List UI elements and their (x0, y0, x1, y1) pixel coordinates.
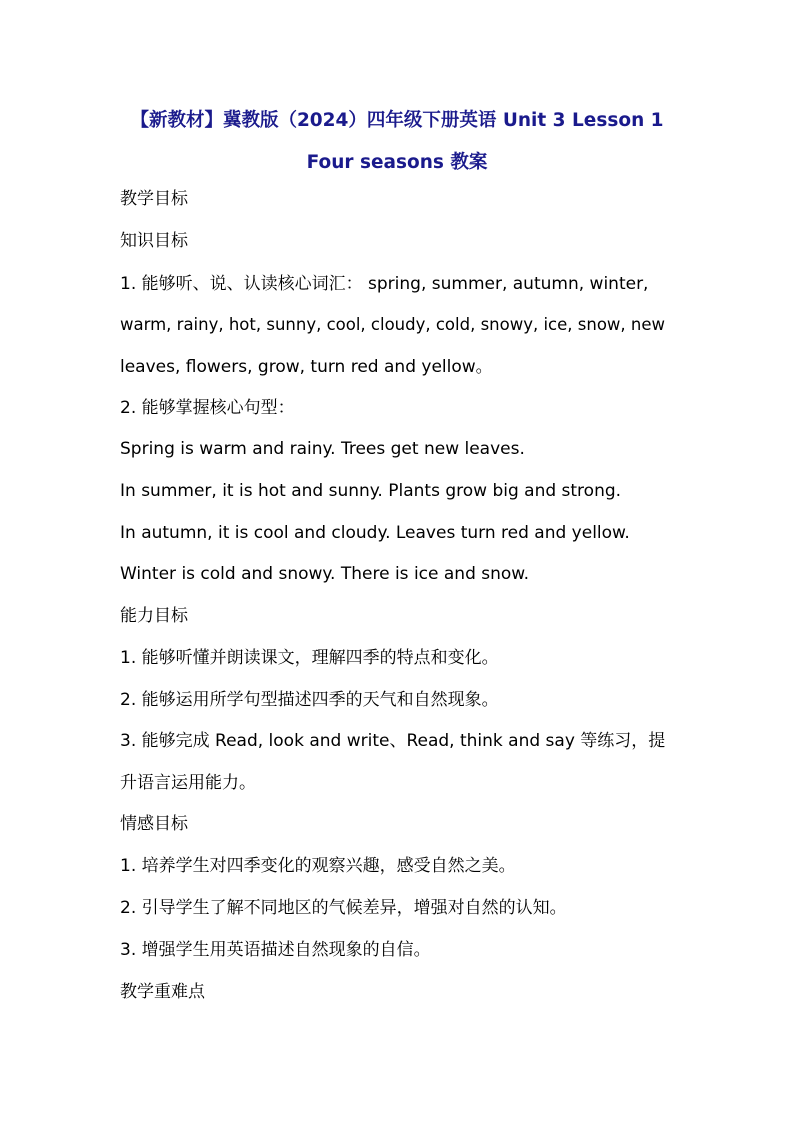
heading-ability-objectives: 能力目标 (120, 606, 188, 626)
text-line: 1. 能够听懂并朗读课文，理解四季的特点和变化。 (120, 648, 499, 668)
text-line: 1. 培养学生对四季变化的观察兴趣，感受自然之美。 (120, 856, 516, 876)
heading-key-difficult-points: 教学重难点 (120, 982, 205, 1002)
text-line: 升语言运用能力。 (120, 773, 256, 793)
document-title-line-1: 【新教材】冀教版（2024）四年级下册英语 Unit 3 Lesson 1 (130, 110, 664, 131)
text-line: 3. 能够完成 Read, look and write、Read, think and say 等练习，提 (120, 731, 666, 751)
sentence-pattern: Spring is warm and rainy. Trees get new leaves. (120, 439, 525, 459)
heading-teaching-objectives: 教学目标 (120, 189, 188, 209)
sentence-pattern: Winter is cold and snowy. There is ice and snow. (120, 564, 530, 584)
text-line: 2. 引导学生了解不同地区的气候差异，增强对自然的认知。 (120, 898, 567, 918)
sentence-pattern: In autumn, it is cool and cloudy. Leaves turn red and yellow. (120, 523, 630, 543)
text-line: leaves, flowers, grow, turn red and yellow。 (120, 357, 493, 377)
sentence-pattern: In summer, it is hot and sunny. Plants grow big and strong. (120, 481, 622, 501)
text-line: 2. 能够掌握核心句型： (120, 398, 295, 418)
document-title-line-2: Four seasons 教案 (306, 152, 488, 173)
heading-emotional-objectives: 情感目标 (120, 814, 188, 834)
heading-knowledge-objectives: 知识目标 (120, 231, 188, 251)
text-line: warm, rainy, hot, sunny, cool, cloudy, cold, snowy, ice, snow, new (120, 315, 666, 334)
text-line: 2. 能够运用所学句型描述四季的天气和自然现象。 (120, 690, 499, 710)
text-line: 3. 增强学生用英语描述自然现象的自信。 (120, 940, 431, 960)
text-line: 1. 能够听、说、认读核心词汇： spring, summer, autumn, winter, (120, 274, 649, 294)
